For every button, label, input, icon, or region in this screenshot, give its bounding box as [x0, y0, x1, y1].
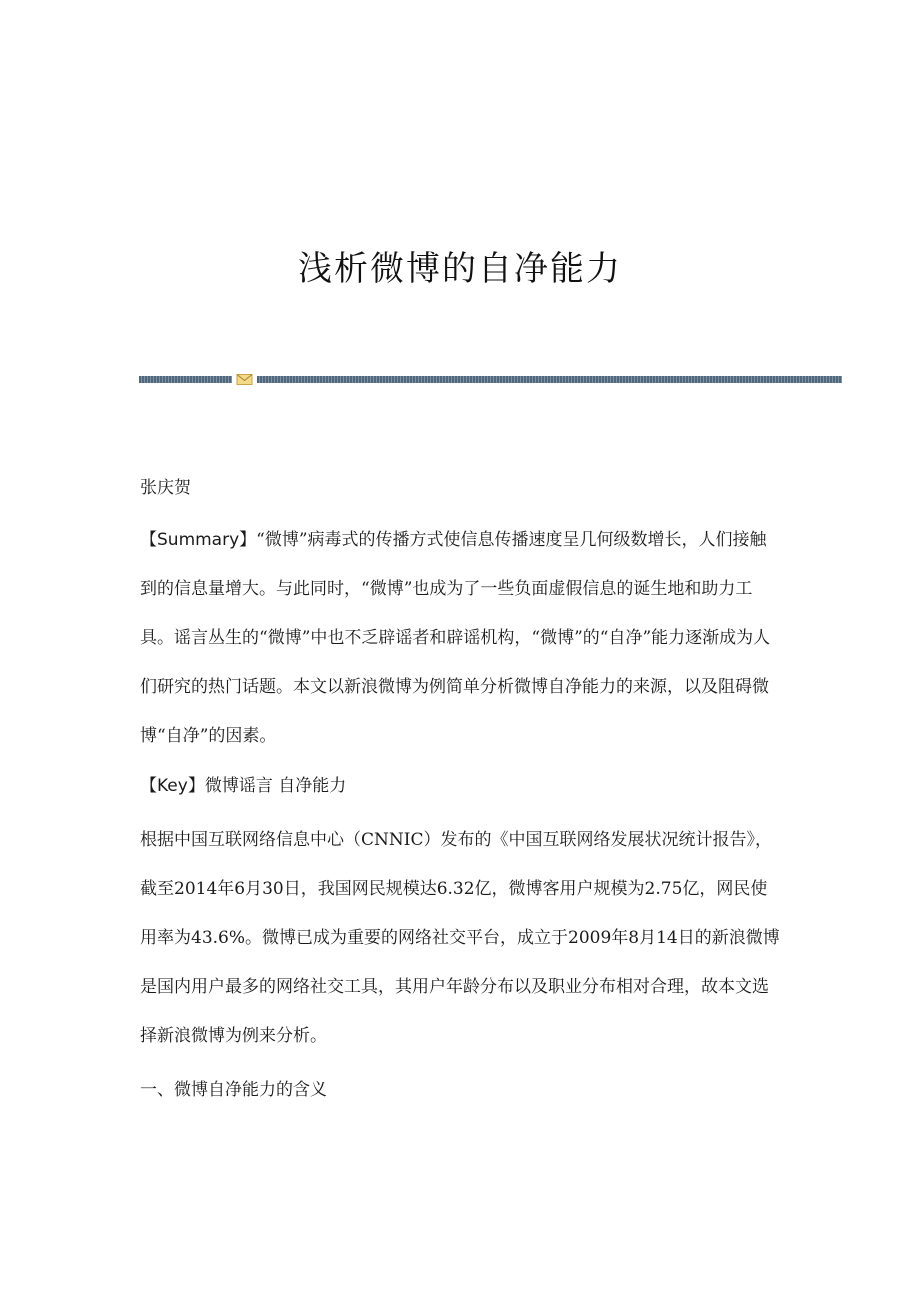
section-heading: 一、微博自净能力的含义 [140, 1080, 327, 1100]
title-divider [139, 373, 842, 386]
author-name: 张庆贺 [140, 478, 191, 498]
envelope-icon [236, 373, 253, 386]
keywords-text: 微博谣言 自净能力 [204, 776, 347, 796]
keywords-label: 【Key】 [140, 776, 205, 796]
summary-label: 【Summary】 [140, 530, 257, 550]
document-title: 浅析微博的自净能力 [298, 248, 622, 289]
divider-bar-right [257, 376, 842, 383]
divider-bar-left [139, 376, 232, 383]
keywords-line [140, 762, 782, 811]
summary-paragraph [140, 516, 782, 761]
summary-text: “微博”病毒式的传播方式使信息传播速度呈几何级数增长，人们接触到的信息量增大。与此同时，“微博”也成为了一些负面虚假信息的诞生地和助力工具。谣言丛生的“微博”中也不乏辟谣者和辟谣机构，“微博”的“自净”能力逐渐成为人们研究的热门话题。本文以新浪微博为例简单分析微博自净能力的来源，以及阻碍微博“自净”的因素。 [140, 530, 771, 746]
body-paragraph: 根据中国互联网络信息中心（CNNIC）发布的《中国互联网络发展状况统计报告》，截至2014年6月30日，我国网民规模达6.32亿，微博客用户规模为2.75亿，网民使用率为43.6%。微博已成为重要的网络社交平台，成立于2009年8月14日的新浪微博是国内用户最多的网络社交工具，其用户年龄分布以及职业分布相对合理，故本文选择新浪微博为例来分析。 [140, 830, 780, 1046]
